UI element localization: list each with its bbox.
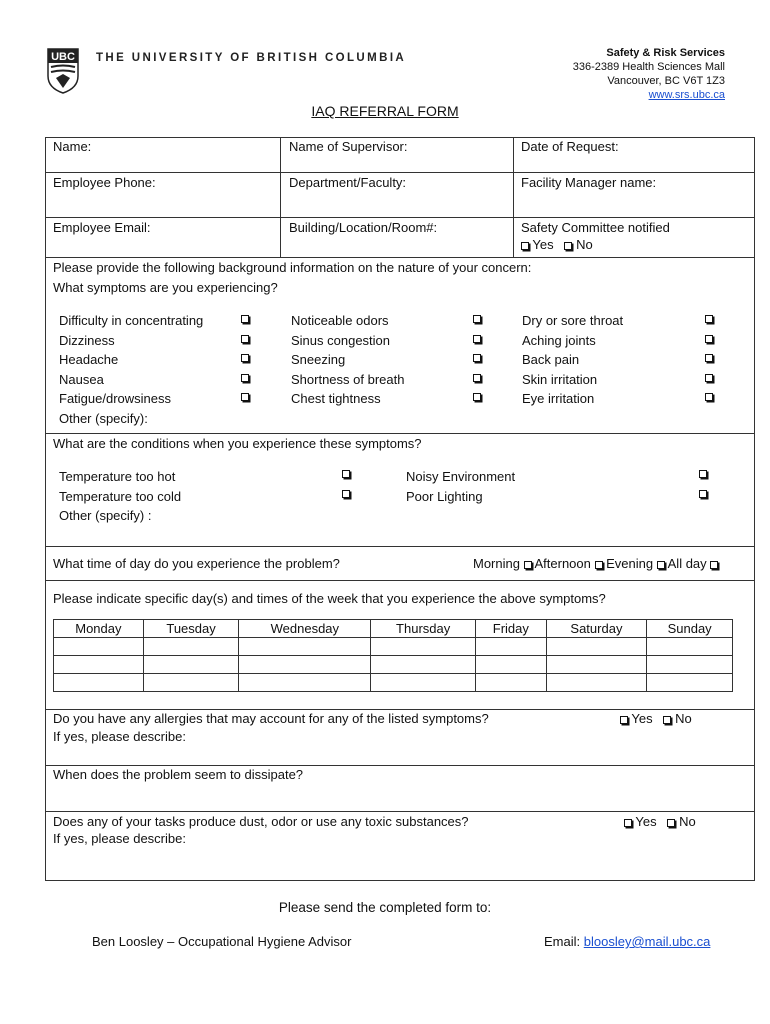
symptom-item: Fatigue/drowsiness — [59, 391, 171, 407]
morning-checkbox[interactable] — [524, 561, 532, 569]
week-cell[interactable] — [476, 674, 547, 692]
option-all-day: All day — [667, 556, 707, 571]
week-cell[interactable] — [239, 638, 371, 656]
symptom-item: Headache — [59, 352, 119, 368]
date-request-field[interactable]: Date of Request: — [521, 139, 619, 154]
option-morning: Morning — [473, 556, 520, 571]
tasks-options — [624, 814, 696, 829]
symptom-item: Difficulty in concentrating — [59, 313, 204, 328]
department-field[interactable]: Department/Faculty: — [289, 175, 407, 190]
week-row — [54, 656, 733, 674]
symptom-checkbox[interactable] — [473, 393, 481, 401]
day-header: Saturday — [546, 620, 647, 638]
tasks-no-label: No — [679, 814, 696, 829]
time-of-day-question: What time of day do you experience the problem? — [53, 556, 340, 571]
email-line — [544, 934, 710, 949]
week-cell[interactable] — [239, 656, 371, 674]
srs-address-block — [573, 46, 725, 102]
symptom-item: Aching joints — [522, 332, 596, 348]
allergies-yes-checkbox[interactable] — [620, 716, 628, 724]
week-cell[interactable] — [647, 674, 733, 692]
symptom-checkbox[interactable] — [241, 354, 249, 362]
tasks-describe[interactable]: If yes, please describe: — [53, 831, 186, 846]
week-table — [53, 619, 733, 692]
symptoms-col-1 — [59, 311, 203, 429]
allergies-no-checkbox[interactable] — [663, 716, 671, 724]
condition-checkbox[interactable] — [699, 470, 707, 478]
safety-yes-label: Yes — [532, 237, 554, 252]
week-cell[interactable] — [143, 638, 239, 656]
week-header-row — [54, 620, 733, 638]
safety-no-checkbox[interactable] — [564, 242, 572, 250]
symptom-item: Dry or sore throat — [522, 313, 624, 328]
symptom-item: Back pain — [522, 352, 580, 368]
week-cell[interactable] — [546, 638, 647, 656]
tasks-yes-checkbox[interactable] — [624, 819, 632, 827]
employee-phone-field[interactable]: Employee Phone: — [53, 175, 156, 190]
form-title: IAQ REFERRAL FORM — [311, 103, 459, 119]
week-cell[interactable] — [371, 638, 476, 656]
symptom-checkbox[interactable] — [473, 354, 481, 362]
symptom-checkbox[interactable] — [473, 315, 481, 323]
week-cell[interactable] — [143, 656, 239, 674]
email-label: Email: — [544, 934, 581, 949]
condition-checkbox[interactable] — [342, 490, 350, 498]
symptoms-col-3 — [522, 311, 623, 409]
university-name: THE UNIVERSITY OF BRITISH COLUMBIA — [96, 52, 407, 64]
option-evening: Evening — [606, 556, 654, 571]
condition-checkbox[interactable] — [699, 490, 707, 498]
day-header: Monday — [54, 620, 144, 638]
symptom-checkbox[interactable] — [705, 335, 713, 343]
allergies-question: Do you have any allergies that may account for any of the listed symptoms? — [53, 711, 489, 726]
symptom-item: Nausea — [59, 371, 104, 387]
employee-email-field[interactable]: Employee Email: — [53, 220, 151, 235]
condition-item: Temperature too cold — [59, 488, 182, 504]
week-cell[interactable] — [546, 656, 647, 674]
day-header: Friday — [476, 620, 547, 638]
afternoon-checkbox[interactable] — [595, 561, 603, 569]
week-row — [54, 638, 733, 656]
week-cell[interactable] — [54, 638, 144, 656]
all-day-checkbox[interactable] — [710, 561, 718, 569]
week-cell[interactable] — [143, 674, 239, 692]
conditions-question: What are the conditions when you experience these symptoms? — [53, 436, 422, 451]
conditions-col-1-checkboxes — [342, 470, 350, 509]
background-intro: Please provide the following background information on the nature of your concern: — [53, 260, 532, 275]
week-row — [54, 674, 733, 692]
symptom-item: Skin irritation — [522, 371, 598, 387]
ubc-logo — [47, 48, 79, 94]
symptom-item: Eye irritation — [522, 391, 595, 407]
name-field[interactable]: Name: — [53, 139, 92, 154]
week-cell[interactable] — [476, 638, 547, 656]
condition-item: Temperature too hot — [59, 469, 176, 484]
week-cell[interactable] — [647, 656, 733, 674]
symptom-checkbox[interactable] — [241, 315, 249, 323]
allergies-no-label: No — [675, 711, 692, 726]
allergies-yes-label: Yes — [631, 711, 653, 726]
address-line-1: 336-2389 Health Sciences Mall — [572, 61, 725, 73]
symptom-item: Chest tightness — [291, 391, 381, 407]
symptom-checkbox[interactable] — [241, 335, 249, 343]
dissipate-question[interactable]: When does the problem seem to dissipate? — [53, 767, 304, 782]
safety-committee-options — [521, 237, 593, 252]
conditions-col-2-checkboxes — [699, 470, 707, 509]
condition-other[interactable]: Other (specify) : — [59, 508, 152, 524]
allergies-describe[interactable]: If yes, please describe: — [53, 729, 186, 744]
day-header: Sunday — [647, 620, 733, 638]
week-question: Please indicate specific day(s) and times of the week that you experience the above symptoms? — [53, 591, 606, 606]
symptoms-col-1-checkboxes — [241, 315, 249, 413]
tasks-question: Does any of your tasks produce dust, odor or use any toxic substances? — [53, 814, 469, 829]
address-line-2: Vancouver, BC V6T 1Z3 — [607, 75, 725, 87]
option-afternoon: Afternoon — [534, 556, 591, 571]
symptom-item: Noticeable odors — [291, 313, 389, 328]
symptom-checkbox[interactable] — [705, 354, 713, 362]
symptoms-col-3-checkboxes — [705, 315, 713, 413]
conditions-col-1 — [59, 467, 181, 526]
week-cell[interactable] — [371, 656, 476, 674]
symptoms-col-2 — [291, 311, 404, 409]
conditions-col-2 — [406, 467, 515, 506]
condition-item: Poor Lighting — [406, 488, 483, 504]
day-header: Thursday — [371, 620, 476, 638]
website-link[interactable]: www.srs.ubc.ca — [648, 89, 725, 101]
contact-name: Ben Loosley – Occupational Hygiene Advisor — [92, 934, 352, 949]
symptom-checkbox[interactable] — [705, 315, 713, 323]
evening-checkbox[interactable] — [657, 561, 665, 569]
symptom-checkbox[interactable] — [473, 335, 481, 343]
week-cell[interactable] — [371, 674, 476, 692]
week-cell[interactable] — [647, 638, 733, 656]
allergies-options — [620, 711, 692, 726]
symptom-checkbox[interactable] — [705, 374, 713, 382]
symptom-item: Sinus congestion — [291, 332, 391, 348]
day-header: Wednesday — [239, 620, 371, 638]
logo-text: UBC — [51, 51, 75, 63]
safety-committee-label: Safety Committee notified — [521, 220, 670, 235]
symptoms-question: What symptoms are you experiencing? — [53, 280, 278, 295]
email-link[interactable]: bloosley@mail.ubc.ca — [583, 934, 711, 949]
week-cell[interactable] — [239, 674, 371, 692]
week-cell[interactable] — [476, 656, 547, 674]
condition-checkbox[interactable] — [342, 470, 350, 478]
symptom-item: Dizziness — [59, 332, 115, 348]
week-cell[interactable] — [54, 674, 144, 692]
condition-item: Noisy Environment — [406, 469, 516, 484]
symptom-checkbox[interactable] — [241, 374, 249, 382]
symptom-item: Sneezing — [291, 352, 346, 368]
week-cell[interactable] — [54, 656, 144, 674]
safety-yes-checkbox[interactable] — [521, 242, 529, 250]
facility-manager-field[interactable]: Facility Manager name: — [521, 175, 657, 190]
symptoms-col-2-checkboxes — [473, 315, 481, 413]
symptom-item: Shortness of breath — [291, 371, 405, 387]
symptom-other[interactable]: Other (specify): — [59, 410, 148, 426]
supervisor-field[interactable]: Name of Supervisor: — [289, 139, 408, 154]
symptom-checkbox[interactable] — [705, 393, 713, 401]
day-header: Tuesday — [143, 620, 239, 638]
week-cell[interactable] — [546, 674, 647, 692]
symptom-checkbox[interactable] — [473, 374, 481, 382]
building-field[interactable]: Building/Location/Room#: — [289, 220, 438, 235]
symptom-checkbox[interactable] — [241, 393, 249, 401]
safety-no-label: No — [576, 237, 593, 252]
time-of-day-options — [473, 556, 718, 571]
send-to-text: Please send the completed form to: — [278, 900, 492, 915]
tasks-no-checkbox[interactable] — [667, 819, 675, 827]
dept-name: Safety & Risk Services — [606, 47, 725, 59]
tasks-yes-label: Yes — [635, 814, 657, 829]
